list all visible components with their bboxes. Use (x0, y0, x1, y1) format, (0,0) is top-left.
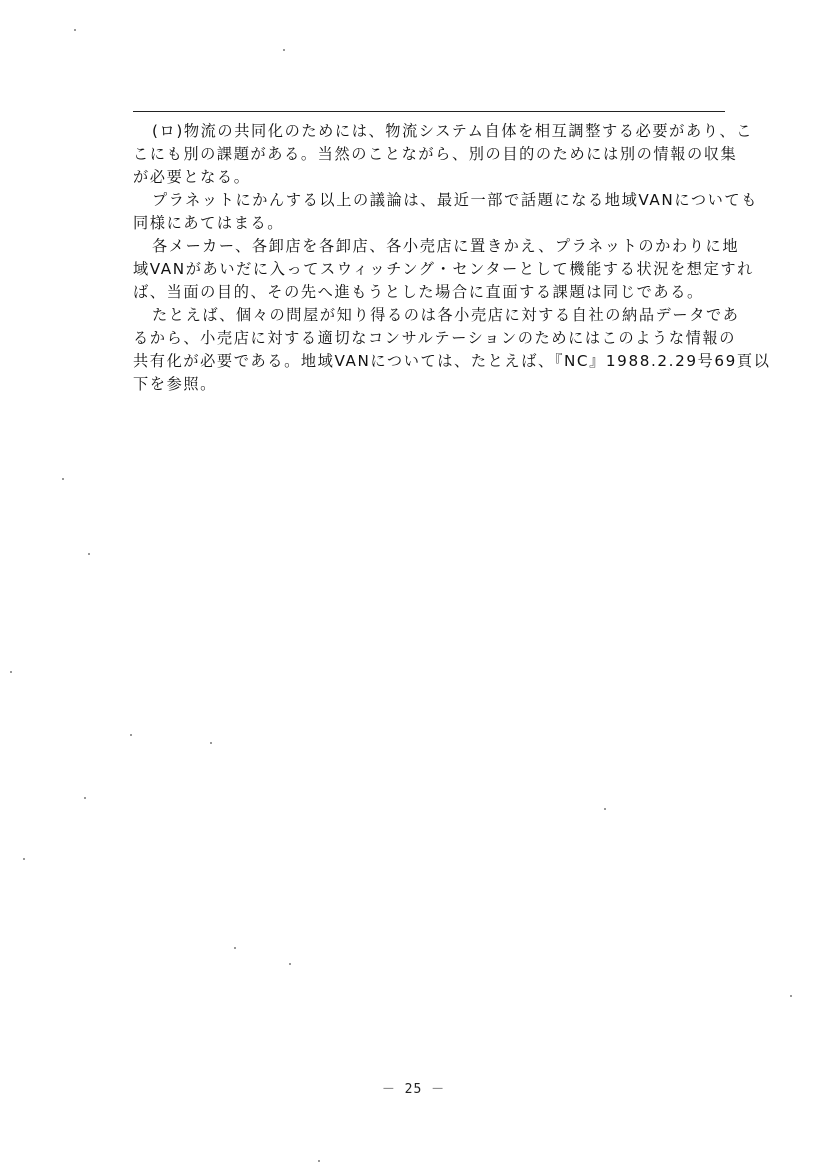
scan-speck (23, 858, 25, 860)
scan-speck (62, 478, 64, 480)
text-line: こにも別の課題がある。当然のことながら、別の目的のためには別の情報の収集 (133, 145, 738, 163)
text-line: たとえば、個々の問屋が知り得るのは各小売店に対する自社の納品データであ (152, 306, 740, 324)
footnote-rule (133, 111, 725, 112)
text-line: 各メーカー、各卸店を各卸店、各小売店に置きかえ、プラネットのかわりに地 (152, 237, 740, 255)
scan-speck (210, 742, 212, 744)
text-line: 同様にあてはまる。 (133, 214, 285, 232)
text-line: るから、小売店に対する適切なコンサルテーションのためにはこのような情報の (133, 329, 736, 347)
text-line: ば、当面の目的、その先へ進もうとした場合に直面する課題は同じである。 (133, 283, 704, 301)
scan-speck (790, 995, 792, 997)
page-number: － 25 － (381, 1082, 446, 1097)
text-line: プラネットにかんする以上の議論は、最近一部で話題になる地域VANについても (152, 191, 758, 209)
scan-speck (10, 671, 12, 673)
text-line: が必要となる。 (133, 168, 251, 186)
scan-speck (318, 1160, 320, 1162)
text-line: 域VANがあいだに入ってスウィッチング・センターとして機能する状況を想定すれ (133, 260, 754, 278)
scan-speck (289, 963, 291, 965)
scan-speck (130, 734, 132, 736)
scan-speck (604, 808, 606, 810)
footnote-text (133, 120, 771, 396)
text-line: (ロ)物流の共同化のためには、物流システム自体を相互調整する必要があり、こ (152, 122, 754, 140)
scan-speck (234, 947, 236, 949)
text-line: 下を参照。 (133, 375, 217, 393)
scan-speck (283, 49, 285, 51)
scan-speck (74, 29, 76, 31)
scan-speck (88, 553, 90, 555)
text-line: 共有化が必要である。地域VANについては、たとえば、『NC』1988.2.29号69頁以 (133, 352, 771, 370)
scan-speck (84, 797, 86, 799)
